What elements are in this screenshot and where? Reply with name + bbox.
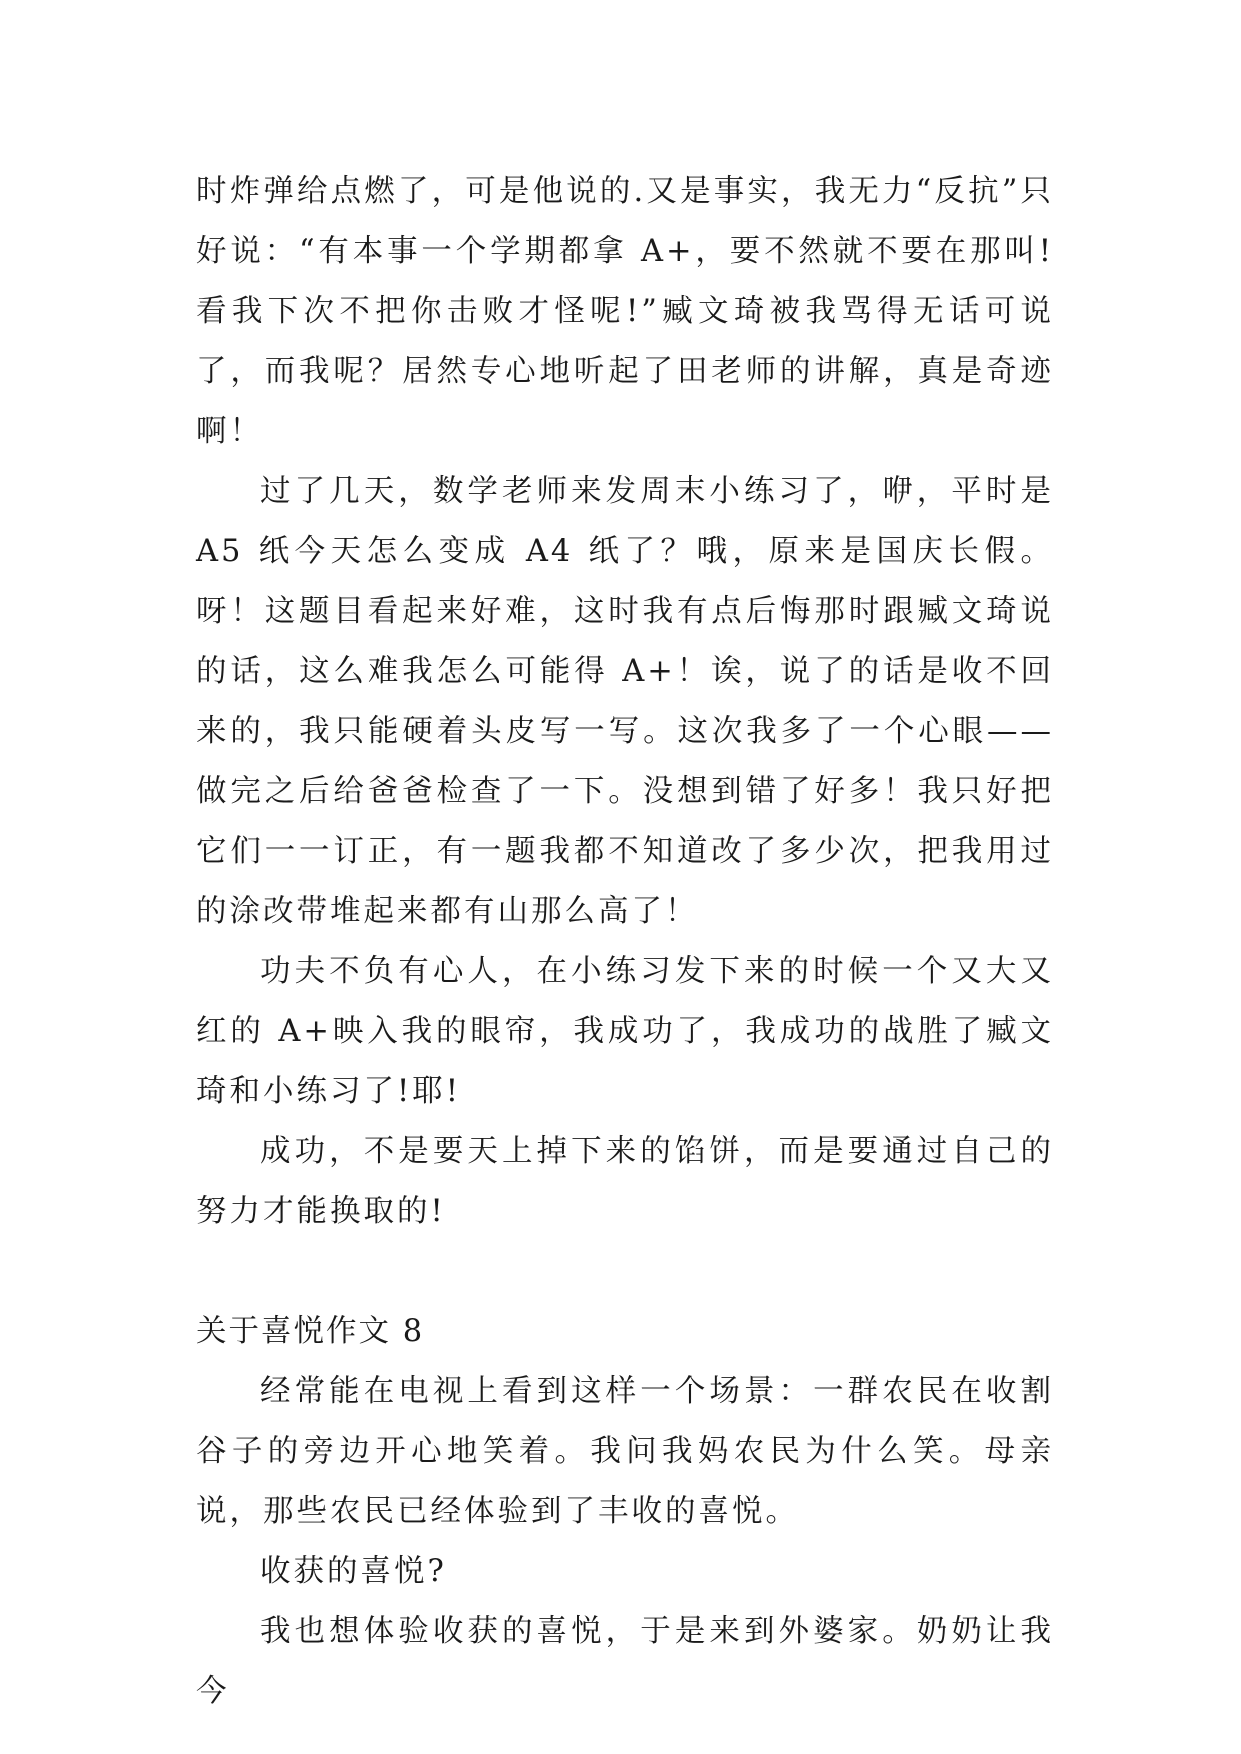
- section-spacer: [196, 1242, 1054, 1302]
- paragraph-3: 功夫不负有心人，在小练习发下来的时候一个又大又红的 A+映入我的眼帘，我成功了，我成功的战胜了臧文琦和小练习了!耶!: [196, 954, 1054, 1109]
- paragraph-6: 收获的喜悦?: [260, 1554, 447, 1589]
- paragraph-7: 我也想体验收获的喜悦，于是来到外婆家。奶奶让我今: [196, 1614, 1054, 1709]
- paragraph-5: 经常能在电视上看到这样一个场景：一群农民在收割谷子的旁边开心地笑着。我问我妈农民为什么笑。母亲说，那些农民已经体验到了丰收的喜悦。: [196, 1374, 1054, 1529]
- section-title: 关于喜悦作文 8: [196, 1314, 425, 1349]
- document-body: [196, 162, 1054, 1722]
- paragraph-2: 过了几天，数学老师来发周末小练习了，咿，平时是 A5 纸今天怎么变成 A4 纸了？哦，原来是国庆长假。呀！这题目看起来好难，这时我有点后悔那时跟臧文琦说的话，这么难我怎么可能得 A+！诶，说了的话是收不回来的，我只能硬着头皮写一写。这次我多了一个心眼——做完之后给爸爸检查了一下。没想到错了好多！我只好把它们一一订正，有一题我都不知道改了多少次，把我用过的涂改带堆起来都有山那么高了！: [196, 474, 1054, 929]
- paragraph-4: 成功，不是要天上掉下来的馅饼，而是要通过自己的努力才能换取的!: [196, 1134, 1054, 1229]
- paragraph-1: 时炸弹给点燃了，可是他说的.又是事实，我无力“反抗”只好说：“有本事一个学期都拿 A+，要不然就不要在那叫!看我下次不把你击败才怪呢!”臧文琦被我骂得无话可说了，而我呢？居然专心地听起了田老师的讲解，真是奇迹啊！: [196, 174, 1054, 449]
